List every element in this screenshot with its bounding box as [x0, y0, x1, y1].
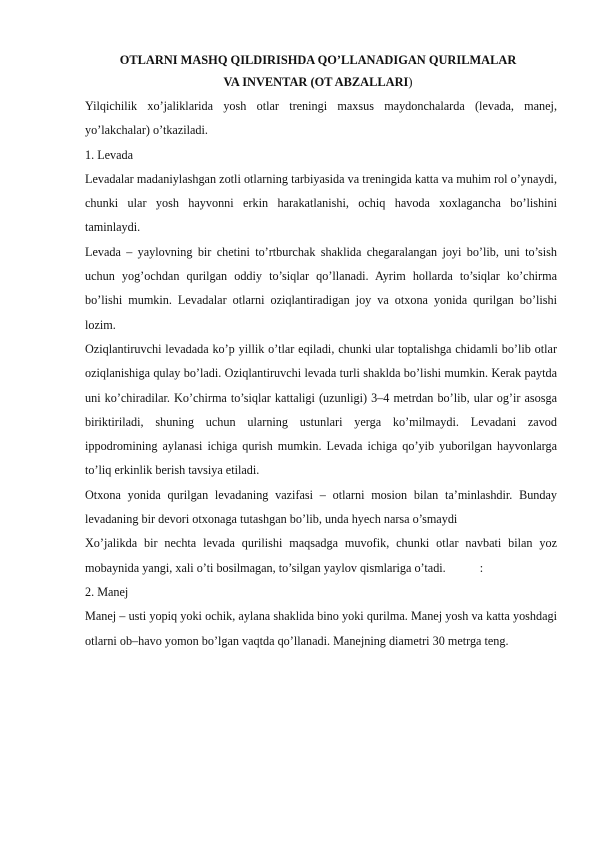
intro-paragraph: Yilqichilik xo’jaliklarida yosh otlar treningi maxsus maydonchalarda (levada, manej, yo’lakchalar) o’tkaziladi. — [85, 99, 557, 138]
section-heading-levada: 1. Levada — [85, 147, 134, 162]
document-title-line-2 — [80, 74, 556, 90]
title-line-2-text: VA INVENTAR (OT ABZALLARI — [223, 75, 409, 89]
stray-colon: : — [479, 560, 484, 575]
section-heading-manej: 2. Manej — [85, 584, 129, 599]
levada-paragraph-1: Levadalar madaniylashgan zotli otlarning tarbiyasida va treningida katta va muhim rol o’ynaydi, chunki ular yosh hayvonni erkin harakatlanishi, ochiq havoda xoxlagancha bo’lishini taminlaydi. — [85, 171, 557, 235]
levada-paragraph-2: Levada – yaylovning bir chetini to’rtburchak shaklida chegaralangan joyi bo’lib, uni to’sish uchun yog’ochdan qurilgan oddiy to’siqlar qo’llanadi. Ayrim hollarda to’siqlar ko’chirma bo’lishi mumkin. Levadalar otlarni oziqlantiradigan joy va otxona yonida qurilgan bo’lishi lozim. — [85, 244, 557, 332]
document-body — [85, 94, 557, 653]
title-line-2-closing-paren: ) — [408, 75, 413, 89]
levada-paragraph-3: Oziqlantiruvchi levadada ko’p yillik o’tlar eqiladi, chunki ular toptalishga chidamli bo’lib otlar oziqlanishiga qulay bo’ladi. Oziqlantiruvchi levada turli shaklda bo’lishi mumkin. Kerak paytda uni ko’chiradilar. Ko’chirma to’siqlar kattaligi (uzunligi) 3–4 metrdan bo’lib, ular og’ir asosga biriktiriladi, shuning uchun ularning ustunlari yerga ko’milmaydi. Levadani zavod ippodromining aylanasi ichiga qurish mumkin. Levada ichiga qo’yib yuborilgan hayvonlarga to’liq erkinlik berish tavsiya etiladi. — [85, 341, 557, 478]
levada-paragraph-4: Otxona yonida qurilgan levadaning vazifasi – otlarni mosion bilan ta’minlashdir. Bunday levadaning bir devori otxonaga tutashgan bo’lib, unda hyech narsa o’smaydi — [85, 487, 557, 527]
levada-paragraph-5 — [85, 531, 557, 580]
manej-paragraph: Manej – usti yopiq yoki ochik, aylana shaklida bino yoki qurilma. Manej yosh va katta yoshdagi otlarni ob–havo yomon bo’lgan vaqtda qo’llanadi. Manejning diametri 30 metrga teng. — [85, 609, 557, 648]
levada-paragraph-5-text: Xo’jalikda bir nechta levada qurilishi maqsadga muvofik, chunki otlar navbati bilan yoz mobaynida yangi, xali o’ti bosilmagan, to’silgan yaylov qismlariga o’tadi. — [85, 536, 557, 575]
document-title-line-1: OTLARNI MASHQ QILDIRISHDA QO’LLANADIGAN QURILMALAR — [119, 53, 517, 67]
